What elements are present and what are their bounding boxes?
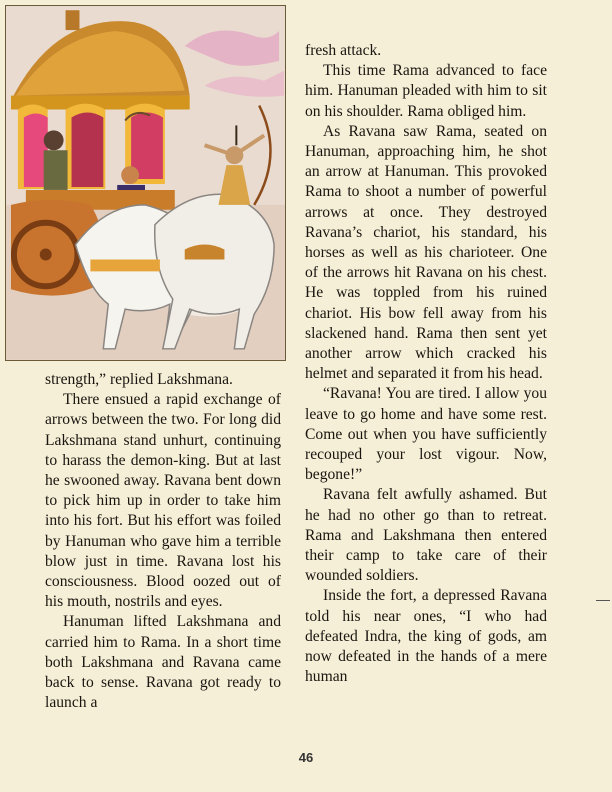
page-number: 46: [298, 750, 314, 765]
paragraph: This time Rama advanced to face him. Hanuman pleaded with him to sit on his shoulder. Rama obliged him.: [305, 62, 547, 120]
paragraph: Inside the fort, a depressed Ravana told his near ones, “I who had defeated Indra, the king of gods, am now defeated in the hands of a mere human: [305, 587, 547, 686]
paragraph: There ensued a rapid exchange of arrows between the two. For long did Lakshmana stand unhurt, continuing to harass the demon-king. But at last he swooned away. Ravana bent down to pick him up in order to take him into his fort. But his effort was foiled by Hanuman who gave him a terrible blow just in time. Ravana lost his consciousness. Blood oozed out of his mouth, nostrils and eyes.: [45, 391, 281, 611]
paragraph: “Ravana! You are tired. I allow you leave to go home and have some rest. Come out when you have sufficiently recouped your lost vigour. Now, begone!”: [305, 385, 547, 484]
paragraph: fresh attack.: [305, 42, 382, 59]
paragraph: strength,” replied Lakshmana.: [45, 371, 233, 388]
story-illustration: [5, 5, 286, 361]
paragraph: Hanuman lifted Lakshmana and carried him to Rama. In a short time both Lakshmana and Ravana came back to sense. Ravana got ready to launch a: [45, 613, 281, 712]
paragraph: As Ravana saw Rama, seated on Hanuman, approaching him, he shot an arrow at Hanuman. This provoked Rama to shoot a number of powerful arrows at once. They destroyed Ravana’s chariot, his standard, his horses as well as his charioteer. One of the arrows hit Ravana on his chest. He was toppled from his ruined chariot. His bow fell away from his slackened hand. Rama then sent yet another arrow which cracked his helmet and separated it from his head.: [305, 122, 547, 383]
margin-mark: [596, 600, 610, 601]
left-text-column: [45, 370, 281, 713]
paragraph: Ravana felt awfully ashamed. But he had no other go than to retreat. Rama and Lakshmana then entered their camp to take care of their wounded soldiers.: [305, 486, 547, 585]
right-text-column: [305, 41, 547, 688]
